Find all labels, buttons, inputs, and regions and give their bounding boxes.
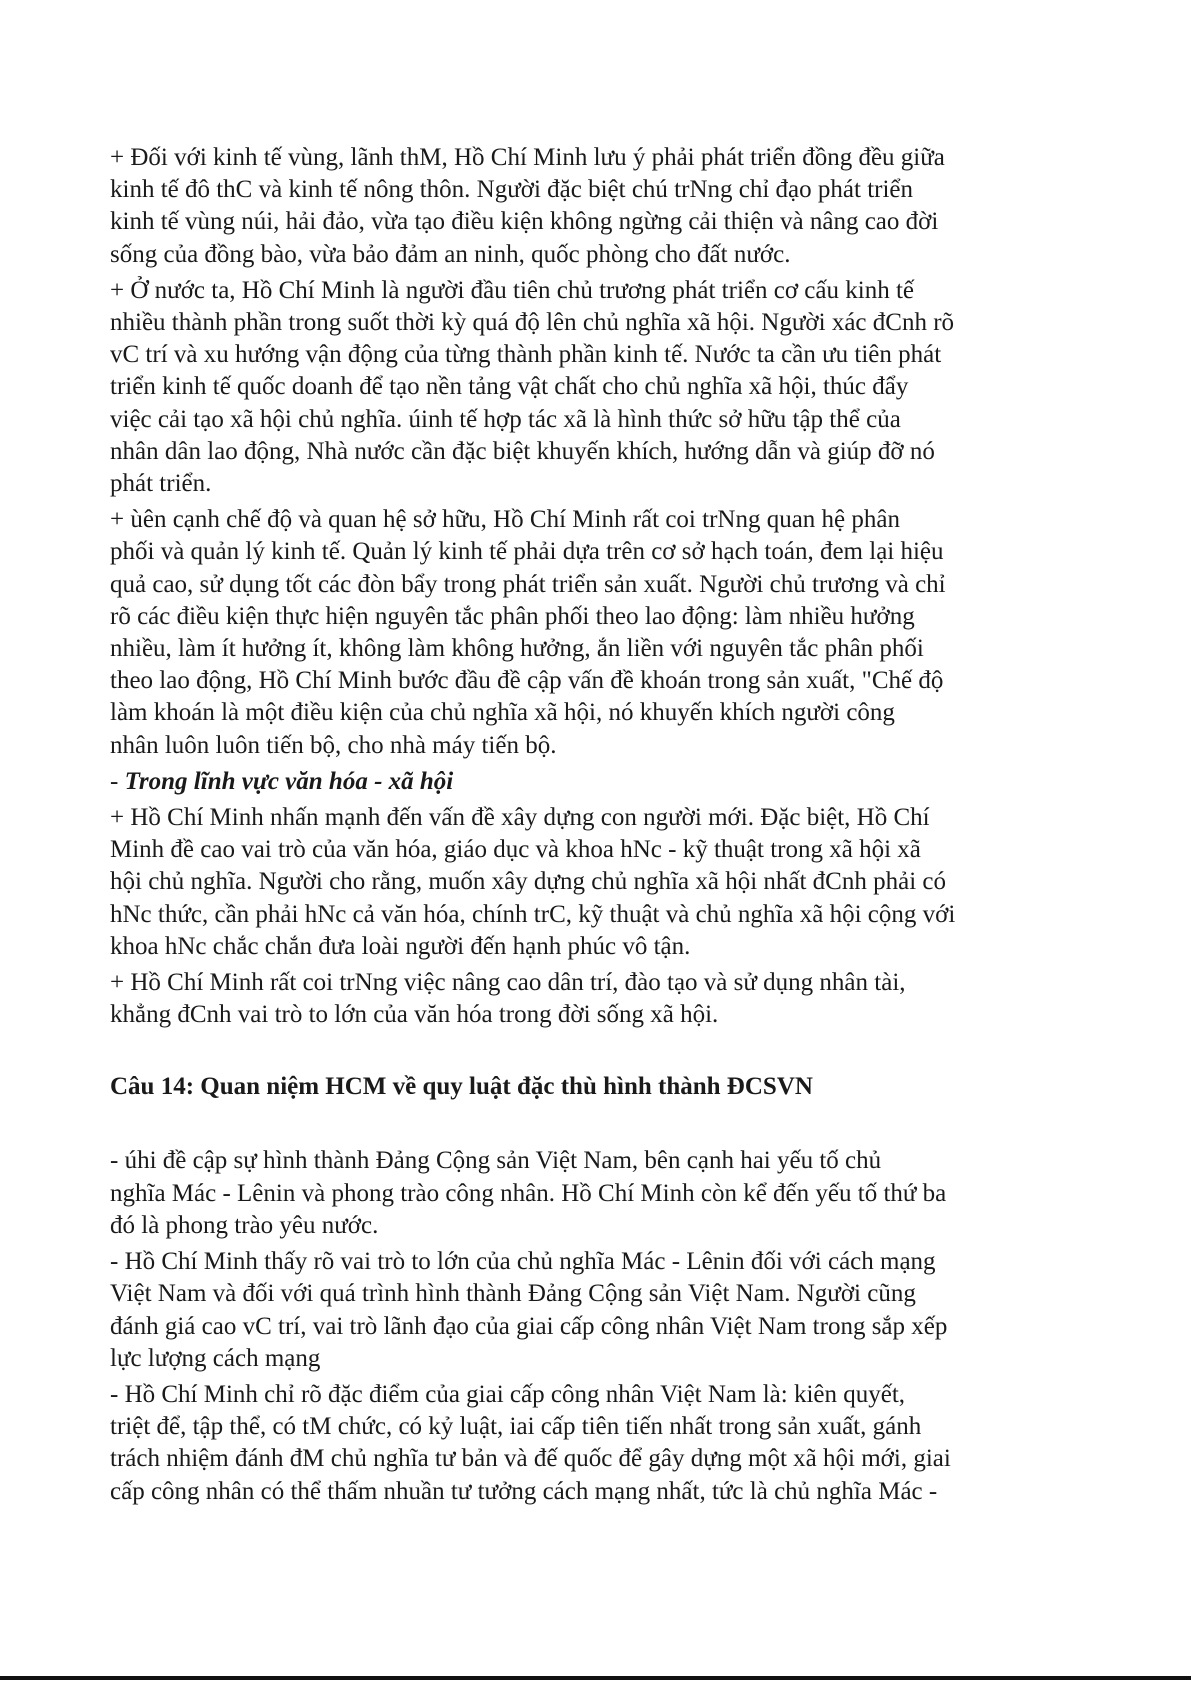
text-line: hội chủ nghĩa. Người cho rằng, muốn xây dựng chủ nghĩa xã hội nhất đCnh phải có: [110, 868, 946, 896]
text-line: hNc thức, cần phải hNc cả văn hóa, chính trC, kỹ thuật và chủ nghĩa xã hội cộng với: [110, 900, 956, 928]
text-line: rõ các điều kiện thực hiện nguyên tắc phân phối theo lao động: làm nhiều hưởng: [110, 602, 915, 630]
text-line: khẳng đCnh vai trò to lớn của văn hóa trong đời sống xã hội.: [110, 1001, 719, 1029]
text-line: + Hồ Chí Minh rất coi trNng việc nâng cao dân trí, đào tạo và sử dụng nhân tài,: [110, 969, 906, 997]
text-line: quả cao, sử dụng tốt các đòn bẩy trong phát triển sản xuất. Người chủ trương và chỉ: [110, 570, 946, 598]
text-line: - úhi đề cập sự hình thành Đảng Cộng sản Việt Nam, bên cạnh hai yếu tố chủ: [110, 1147, 882, 1175]
text-line: nhân luôn luôn tiến bộ, cho nhà máy tiến bộ.: [110, 731, 557, 759]
paragraph-marxism-role: [110, 1246, 1070, 1375]
text-line: khoa hNc chắc chắn đưa loài người đến hạnh phúc vô tận.: [110, 932, 691, 960]
text-line: kinh tế vùng núi, hải đảo, vừa tạo điều kiện không ngừng cải thiện và nâng cao đời: [110, 208, 939, 236]
paragraph-education-talent: [110, 967, 1070, 1031]
page-bottom-rule: [0, 1676, 1191, 1680]
text-line: việc cải tạo xã hội chủ nghĩa. úinh tế hợp tác xã là hình thức sở hữu tập thể của: [110, 405, 901, 433]
text-line: - Hồ Chí Minh chỉ rõ đặc điểm của giai cấp công nhân Việt Nam là: kiên quyết,: [110, 1380, 906, 1408]
subheading-text: Trong lĩnh vực văn hóa - xã hội: [124, 767, 454, 795]
text-line: Minh đề cao vai trò của văn hóa, giáo dục và khoa hNc - kỹ thuật trong xã hội xã: [110, 836, 921, 864]
text-line: cấp công nhân có thể thấm nhuần tư tưởng cách mạng nhất, tức là chủ nghĩa Mác -: [110, 1477, 938, 1505]
text-line: theo lao động, Hồ Chí Minh bước đầu đề cập vấn đề khoán trong sản xuất, "Chế độ: [110, 667, 944, 695]
text-line: kinh tế đô thC và kinh tế nông thôn. Người đặc biệt chú trNng chỉ đạo phát triển: [110, 176, 914, 204]
paragraph-distribution-management: [110, 504, 1070, 762]
text-line: đó là phong trào yêu nước.: [110, 1211, 379, 1239]
document-page: [110, 142, 1070, 1512]
text-line: sống của đồng bào, vừa bảo đảm an ninh, quốc phòng cho đất nước.: [110, 240, 791, 268]
question-14-heading: Câu 14: Quan niệm HCM về quy luật đặc thù hình thành ĐCSVN: [110, 1073, 813, 1101]
paragraph-party-formation: [110, 1145, 1070, 1242]
text-line: phối và quản lý kinh tế. Quản lý kinh tế phải dựa trên cơ sở hạch toán, đem lại hiệu: [110, 538, 944, 566]
text-line: đánh giá cao vC trí, vai trò lãnh đạo của giai cấp công nhân Việt Nam trong sắp xếp: [110, 1312, 948, 1340]
text-line: vC trí và xu hướng vận động của từng thành phần kinh tế. Nước ta cần ưu tiên phát: [110, 341, 942, 369]
paragraph-working-class: [110, 1379, 1070, 1508]
text-line: nhiều, làm ít hưởng ít, không làm không hưởng, ắn liền với nguyên tắc phân phối: [110, 635, 924, 663]
text-line: + Ở nước ta, Hồ Chí Minh là người đầu tiên chủ trương phát triển cơ cấu kinh tế: [110, 276, 914, 304]
text-line: trách nhiệm đánh đM chủ nghĩa tư bản và đế quốc để gây dựng một xã hội mới, giai: [110, 1445, 951, 1473]
text-line: - Hồ Chí Minh thấy rõ vai trò to lớn của chủ nghĩa Mác - Lênin đối với cách mạng: [110, 1248, 936, 1276]
paragraph-regional-economy: [110, 142, 1070, 271]
subheading-dash: -: [110, 767, 125, 795]
text-line: + ùên cạnh chế độ và quan hệ sở hữu, Hồ Chí Minh rất coi trNng quan hệ phân: [110, 506, 900, 534]
text-line: phát triển.: [110, 470, 212, 498]
text-line: + Hồ Chí Minh nhấn mạnh đến vấn đề xây dựng con người mới. Đặc biệt, Hồ Chí: [110, 804, 930, 832]
paragraph-new-people: [110, 802, 1070, 963]
text-line: + Đối với kinh tế vùng, lãnh thM, Hồ Chí Minh lưu ý phải phát triển đồng đều giữa: [110, 144, 945, 171]
text-line: nghĩa Mác - Lênin và phong trào công nhân. Hồ Chí Minh còn kể đến yếu tố thứ ba: [110, 1179, 947, 1207]
text-line: triệt để, tập thể, có tM chức, có kỷ luật, iai cấp tiên tiến nhất trong sản xuất, gánh: [110, 1413, 922, 1441]
subheading-culture-society: [110, 766, 1070, 798]
text-line: nhân dân lao động, Nhà nước cần đặc biệt khuyến khích, hướng dẫn và giúp đỡ nó: [110, 437, 935, 465]
text-line: nhiều thành phần trong suốt thời kỳ quá độ lên chủ nghĩa xã hội. Người xác đCnh rõ: [110, 309, 955, 337]
text-line: lực lượng cách mạng: [110, 1344, 321, 1372]
paragraph-multi-sector-economy: [110, 275, 1070, 500]
text-line: Việt Nam và đối với quá trình hình thành Đảng Cộng sản Việt Nam. Người cũng: [110, 1280, 916, 1308]
text-line: triển kinh tế quốc doanh để tạo nền tảng vật chất cho chủ nghĩa xã hội, thúc đẩy: [110, 373, 909, 401]
text-line: làm khoán là một điều kiện của chủ nghĩa xã hội, nó khuyến khích người công: [110, 699, 895, 727]
